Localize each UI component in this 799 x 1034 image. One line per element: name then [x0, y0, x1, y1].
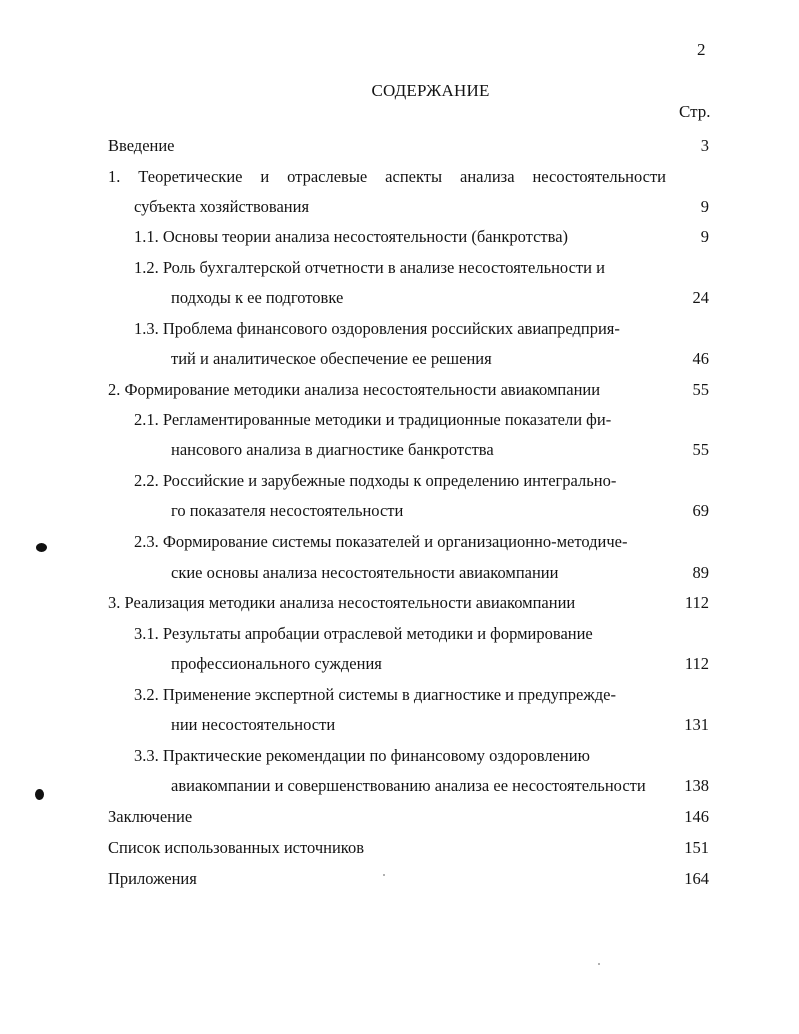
toc-entry-page: 9	[700, 227, 709, 246]
toc-entry-page: 9	[700, 197, 709, 216]
toc-entry-page: 89	[692, 563, 709, 582]
toc-entry-page: 131	[684, 715, 709, 734]
page-number: 2	[697, 40, 706, 59]
toc-entry-text: 2.2. Российские и зарубежные подходы к определению интегрально-	[134, 471, 617, 490]
page-column-label: Стр.	[679, 102, 711, 121]
toc-entry-text: Введение	[108, 136, 175, 155]
toc-entry-text: Приложения	[108, 869, 197, 888]
toc-entry-page: 151	[684, 838, 709, 857]
toc-entry-page: 164	[684, 869, 709, 888]
toc-entry-page: 112	[684, 654, 709, 673]
toc-entry-text: 3.1. Результаты апробации отраслевой методики и формирование	[134, 624, 593, 643]
toc-entry-text: 3. Реализация методики анализа несостоятельности авиакомпании	[108, 593, 576, 612]
toc-entry-text: 3.3. Практические рекомендации по финансовому оздоровлению	[134, 746, 590, 765]
toc-entry-page: 112	[684, 593, 709, 612]
toc-entry-text: 2.3. Формирование системы показателей и организационно-методиче-	[134, 532, 628, 551]
toc-entry-text-continued: ские основы анализа несостоятельности авиакомпании	[171, 563, 559, 582]
scan-speck	[383, 874, 385, 876]
scan-speck	[36, 543, 47, 552]
toc-entry-text: 1.3. Проблема финансового оздоровления российских авиапредприя-	[134, 319, 620, 338]
toc-entry-text-continued: нансового анализа в диагностике банкротства	[171, 440, 494, 459]
toc-entry-text-continued: профессионального суждения	[171, 654, 382, 673]
toc-entry-text-continued: нии несостоятельности	[171, 715, 336, 734]
toc-entry-page: 146	[684, 807, 709, 826]
scan-speck	[598, 963, 600, 965]
toc-entry-page: 55	[692, 380, 709, 399]
toc-entry-page: 24	[692, 288, 709, 307]
toc-title: СОДЕРЖАНИЕ	[371, 81, 490, 100]
toc-entry-page: 46	[692, 349, 709, 368]
toc-entry-text: 1.1. Основы теории анализа несостоятельности (банкротства)	[134, 227, 569, 246]
toc-entry-text: 2. Формирование методики анализа несостоятельности авиакомпании	[108, 380, 601, 399]
toc-entry-page: 69	[692, 501, 709, 520]
toc-entry-text: 3.2. Применение экспертной системы в диагностике и предупрежде-	[134, 685, 616, 704]
toc-entry-text-continued: тий и аналитическое обеспечение ее решения	[171, 349, 492, 368]
scan-speck	[35, 789, 44, 800]
toc-entry-text-continued: субъекта хозяйствования	[134, 197, 310, 216]
toc-entry-page: 138	[684, 776, 709, 795]
toc-entry-text: Список использованных источников	[108, 838, 364, 857]
toc-entry-text-continued: авиакомпании и совершенствованию анализа ее несостоятельности	[171, 776, 646, 795]
toc-entry-text-continued: го показателя несостоятельности	[171, 501, 404, 520]
toc-entry-text-continued: подходы к ее подготовке	[171, 288, 344, 307]
toc-entry-page: 3	[700, 136, 709, 155]
toc-entry-page: 55	[692, 440, 709, 459]
toc-entry-text: 1.2. Роль бухгалтерской отчетности в анализе несостоятельности и	[134, 258, 605, 277]
toc-entry-text: 1. Теоретические и отраслевые аспекты анализа несостоятельности	[108, 167, 666, 186]
toc-entry-text: Заключение	[108, 807, 193, 826]
toc-entry-text: 2.1. Регламентированные методики и традиционные показатели фи-	[134, 410, 612, 429]
